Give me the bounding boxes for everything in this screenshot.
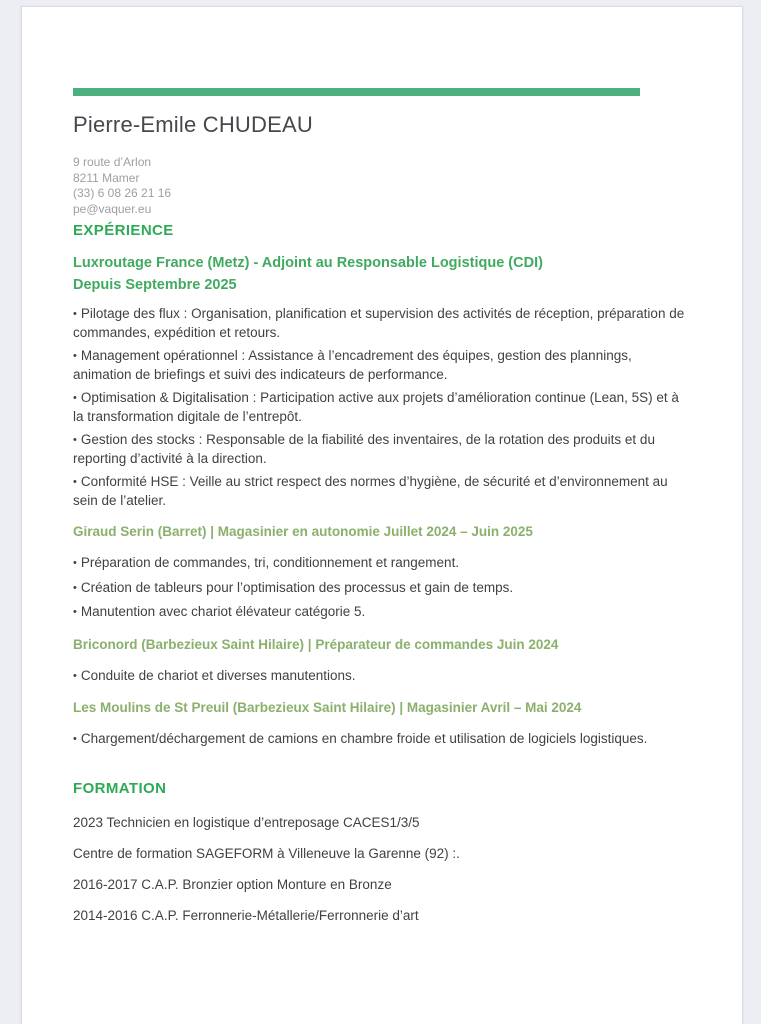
job-entry [73,524,690,622]
formation-item: 2014-2016 C.A.P. Ferronnerie-Métallerie/Ferronnerie d’art [73,907,419,923]
job-entry [73,700,690,749]
job-title-line: Depuis Septembre 2025 [73,276,237,293]
bullet-item [73,347,690,383]
bullet-icon: • [73,557,77,569]
contact-line: 8211 Mamer [73,170,140,185]
bullet-text: Conformité HSE : Veille au strict respect des normes d’hygiène, de sécurité et d’environnement au sein de l’atelier. [73,474,668,508]
bullet-item [73,554,690,573]
bullet-item [73,305,690,341]
contact-line: 9 route d’Arlon [73,155,152,169]
bullet-icon: • [73,669,77,682]
bullet-item [73,603,690,622]
job-bullet-list [73,554,690,622]
bullet-item [73,730,690,749]
formation-item: 2023 Technicien en logistique d’entreposage CACES1/3/5 [73,814,420,830]
bullet-icon: • [73,434,77,446]
bullet-item [73,579,690,598]
bullet-icon: • [73,308,77,320]
job-bullet-list [73,305,690,509]
section-heading-formation: FORMATION [73,779,167,797]
bullet-icon: • [73,606,77,618]
job-title-line: Giraud Serin (Barret) | Magasinier en autonomie Juillet 2024 – Juin 2025 [73,524,533,539]
bullet-icon: • [73,581,77,594]
bullet-text: Gestion des stocks : Responsable de la fiabilité des inventaires, de la rotation des produits et du reporting d’activité à la direction. [73,432,655,466]
job-bullet-list [73,667,690,686]
job-entry [73,637,690,686]
contact-line: pe@vaquer.eu [73,201,152,216]
header-accent-bar [73,88,640,96]
bullet-item [73,667,690,686]
formation-item: 2016-2017 C.A.P. Bronzier option Monture en Bronze [73,876,392,892]
bullet-item [73,473,690,509]
job-title-line: Luxroutage France (Metz) - Adjoint au Responsable Logistique (CDI) [73,255,543,271]
bullet-text: Préparation de commandes, tri, conditionnement et rangement. [80,555,460,570]
formation-item: Centre de formation SAGEFORM à Villeneuve la Garenne (92) :. [73,845,460,861]
job-title [73,637,690,653]
job-title [73,253,690,296]
bullet-text: Chargement/déchargement de camions en chambre froide et utilisation de logiciels logistiques. [80,731,648,746]
job-entry [73,253,690,509]
job-title [73,524,690,540]
person-name: Pierre-Emile CHUDEAU [73,112,313,137]
bullet-icon: • [73,476,77,488]
bullet-text: Management opérationnel : Assistance à l’encadrement des équipes, gestion des plannings, animation de briefings et suivi des indicateurs de performance. [73,348,632,382]
bullet-text: Optimisation & Digitalisation : Participation active aux projets d’amélioration continue (Lean, 5S) et à la transformation digitale de l’entrepôt. [73,390,679,424]
contact-block [73,155,690,217]
job-title-line: Les Moulins de St Preuil (Barbezieux Saint Hilaire) | Magasinier Avril – Mai 2024 [73,700,582,715]
bullet-icon: • [73,350,77,362]
bullet-text: Pilotage des flux : Organisation, planification et supervision des activités de réception, préparation de commandes, expédition et retours. [73,306,685,340]
contact-line: (33) 6 08 26 21 16 [73,186,172,200]
bullet-item [73,431,690,467]
resume-page [21,6,743,1024]
experience-list [73,253,690,749]
bullet-item [73,389,690,425]
bullet-icon: • [73,392,77,404]
job-title [73,700,690,716]
bullet-text: Manutention avec chariot élévateur catégorie 5. [80,604,366,619]
job-bullet-list [73,730,690,749]
bullet-icon: • [73,733,77,745]
job-title-line: Briconord (Barbezieux Saint Hilaire) | Préparateur de commandes Juin 2024 [73,636,559,652]
bullet-text: Conduite de chariot et diverses manutentions. [80,667,356,683]
section-heading-experience: EXPÉRIENCE [73,222,174,239]
bullet-text: Création de tableurs pour l’optimisation des processus et gain de temps. [80,579,514,595]
formation-list [73,813,690,925]
